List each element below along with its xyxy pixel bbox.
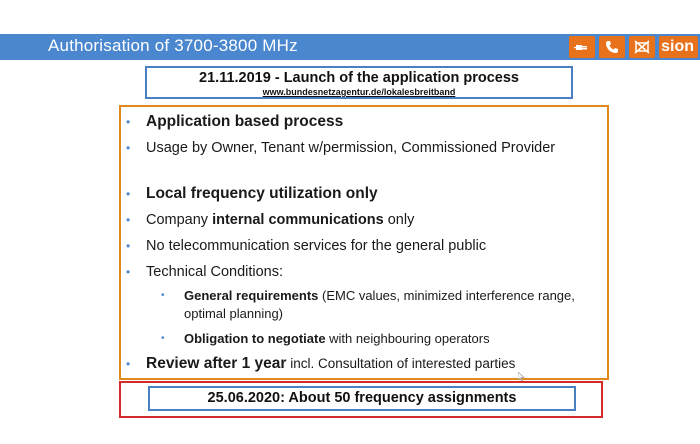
launch-url-link[interactable]: www.bundesnetzagentur.de/lokalesbreitband bbox=[262, 87, 456, 97]
bullet-icon: • bbox=[126, 357, 131, 371]
slide-title-bar bbox=[0, 34, 700, 60]
brand-logo-fragment: sion bbox=[659, 36, 698, 58]
bullet-icon: • bbox=[126, 115, 131, 129]
bullet-icon: • bbox=[126, 187, 131, 201]
sub-bullet-text: Obligation to negotiate with neighbouring operators bbox=[184, 331, 490, 346]
header-icon-strip bbox=[569, 34, 700, 60]
slide-title: Authorisation of 3700-3800 MHz bbox=[48, 36, 298, 55]
phone-icon bbox=[599, 36, 625, 58]
bullet-text: Usage by Owner, Tenant w/permission, Commissioned Provider bbox=[146, 140, 556, 156]
bullet-icon: • bbox=[126, 239, 131, 253]
bullet-text: Application based process bbox=[146, 113, 344, 130]
bullet-icon: • bbox=[126, 141, 131, 155]
bullet-icon: • bbox=[126, 213, 131, 227]
result-text: 25.06.2020: About 50 frequency assignments bbox=[148, 386, 576, 411]
sub-bullet-icon: • bbox=[161, 333, 165, 344]
bullet-text: Company internal communications only bbox=[146, 212, 415, 228]
bullet-icon: • bbox=[126, 265, 131, 279]
sub-bullet-text: General requirements (EMC values, minimized interference range, optimal planning) bbox=[184, 288, 575, 321]
broken-device-icon bbox=[629, 36, 655, 58]
sub-bullet-icon: • bbox=[161, 290, 165, 301]
launch-title: 21.11.2019 - Launch of the application process bbox=[199, 70, 519, 86]
bullet-text: No telecommunication services for the general public bbox=[146, 238, 487, 254]
bullet-text: Technical Conditions: bbox=[146, 264, 284, 280]
bullet-text: Local frequency utilization only bbox=[146, 185, 378, 202]
bullet-text: Review after 1 year incl. Consultation of interested parties bbox=[146, 355, 516, 372]
result-box bbox=[119, 381, 603, 418]
launch-box bbox=[145, 66, 573, 99]
conditions-box bbox=[119, 105, 609, 380]
plug-icon bbox=[569, 36, 595, 58]
